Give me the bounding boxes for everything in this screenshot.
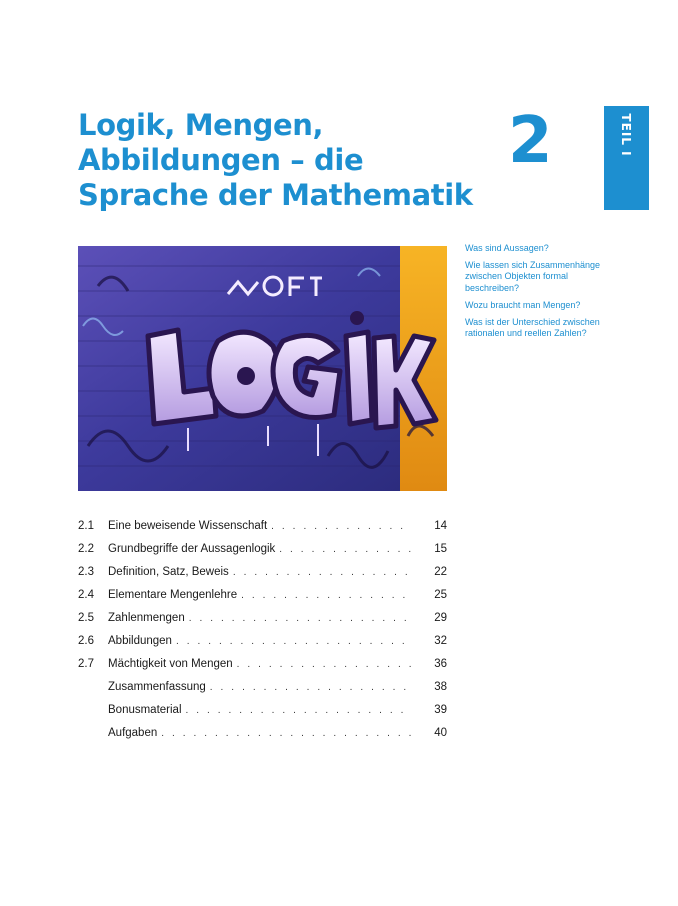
chapter-title-line: Logik, Mengen, bbox=[78, 108, 324, 142]
toc-title: Zahlenmengen bbox=[108, 612, 185, 624]
toc-entry[interactable] bbox=[78, 612, 447, 635]
toc-page: 38 bbox=[434, 681, 447, 693]
toc-number: 2.5 bbox=[78, 612, 94, 624]
toc-entry[interactable] bbox=[78, 658, 447, 681]
toc-title: Aufgaben bbox=[108, 727, 158, 739]
chapter-title-line: Sprache der Mathematik bbox=[78, 178, 473, 212]
toc-page: 39 bbox=[434, 704, 447, 716]
table-of-contents bbox=[78, 520, 447, 750]
chapter-questions bbox=[465, 243, 605, 345]
toc-leader bbox=[176, 636, 411, 647]
toc-title: Bonusmaterial bbox=[108, 704, 182, 716]
toc-number: 2.1 bbox=[78, 520, 94, 532]
toc-entry[interactable] bbox=[78, 520, 447, 543]
toc-number: 2.4 bbox=[78, 589, 94, 601]
toc-number: 2.7 bbox=[78, 658, 94, 670]
toc-number: 2.6 bbox=[78, 635, 94, 647]
toc-title: Elementare Mengenlehre bbox=[108, 589, 238, 601]
toc-title: Mächtigkeit von Mengen bbox=[108, 658, 233, 670]
toc-page: 14 bbox=[434, 520, 447, 532]
toc-page: 32 bbox=[434, 635, 447, 647]
toc-entry[interactable] bbox=[78, 543, 447, 566]
toc-leader bbox=[161, 728, 411, 739]
chapter-title-line: Abbildungen – die bbox=[78, 143, 364, 177]
toc-number: 2.3 bbox=[78, 566, 94, 578]
toc-page: 36 bbox=[434, 658, 447, 670]
toc-leader bbox=[186, 705, 411, 716]
question-item: Wozu braucht man Mengen? bbox=[465, 299, 581, 310]
toc-page: 40 bbox=[434, 727, 447, 739]
toc-leader bbox=[279, 544, 411, 555]
toc-entry[interactable] bbox=[78, 727, 447, 750]
toc-title: Zusammenfassung bbox=[108, 681, 206, 693]
toc-leader bbox=[237, 659, 411, 670]
toc-page: 15 bbox=[434, 543, 447, 555]
toc-entry[interactable] bbox=[78, 635, 447, 658]
question-item: Was sind Aussagen? bbox=[465, 243, 549, 253]
toc-leader bbox=[233, 567, 411, 578]
part-tab bbox=[604, 106, 649, 210]
toc-entry[interactable] bbox=[78, 704, 447, 727]
toc-leader bbox=[210, 682, 411, 693]
toc-page: 22 bbox=[434, 566, 447, 578]
toc-title: Abbildungen bbox=[108, 635, 172, 647]
question-item: Was ist der Unterschied zwischen rationalen und reellen Zahlen? bbox=[465, 317, 600, 339]
graffiti-photo bbox=[78, 246, 447, 491]
toc-entry[interactable] bbox=[78, 589, 447, 612]
chapter-title bbox=[78, 108, 478, 213]
toc-page: 29 bbox=[434, 612, 447, 624]
toc-number: 2.2 bbox=[78, 543, 94, 555]
question-item: Wie lassen sich Zusammenhänge zwischen Objekten formal beschreiben? bbox=[465, 260, 601, 293]
toc-page: 25 bbox=[434, 589, 447, 601]
toc-leader bbox=[271, 521, 411, 532]
toc-entry[interactable] bbox=[78, 566, 447, 589]
toc-entry[interactable] bbox=[78, 681, 447, 704]
toc-title: Eine beweisende Wissenschaft bbox=[108, 520, 268, 532]
toc-leader bbox=[189, 613, 411, 624]
toc-leader bbox=[241, 590, 411, 601]
part-tab-label: TEIL I bbox=[619, 113, 633, 157]
toc-title: Definition, Satz, Beweis bbox=[108, 566, 229, 578]
chapter-number: 2 bbox=[508, 104, 553, 178]
toc-title: Grundbegriffe der Aussagenlogik bbox=[108, 543, 276, 555]
